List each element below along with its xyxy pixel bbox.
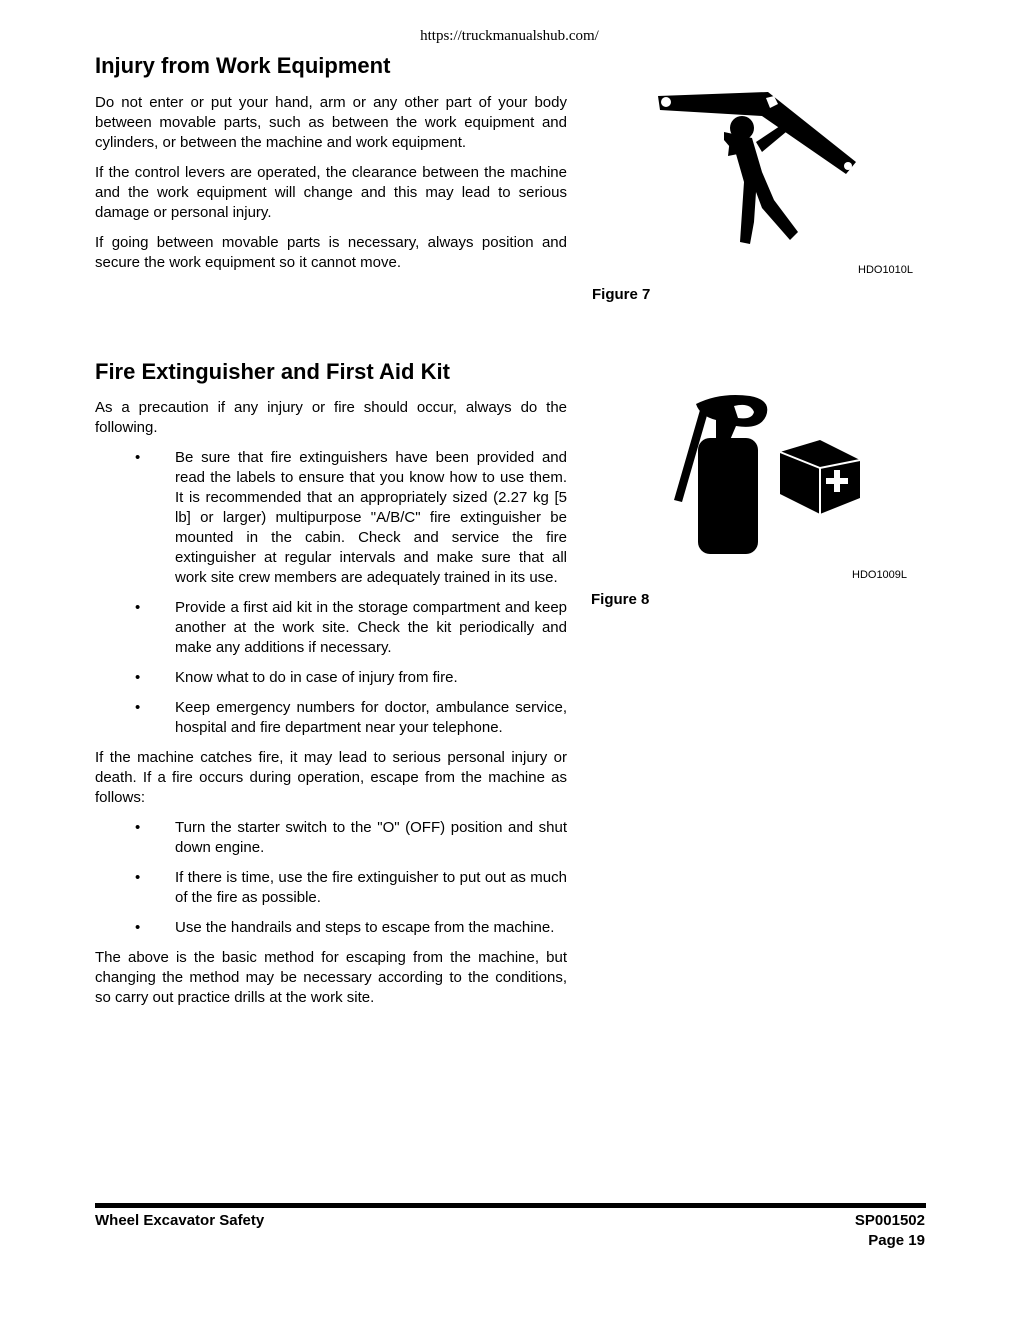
list-item: • Keep emergency numbers for doctor, ambulance service, hospital and fire department near your telephone. xyxy=(135,699,567,736)
list-item: • Be sure that fire extinguishers have been provided and read the labels to ensure that you know how to use them. It is recommended that an appropriately sized (2.27 kg [5 lb] or larger) multipurpose "A/B/C" fire extinguisher be mounted in the cabin. Check and service the fire extinguisher at regular intervals and make sure that all work site crew members are adequately trained in its use. xyxy=(135,449,567,586)
section2-body xyxy=(95,398,567,1018)
paragraph: If the machine catches fire, it may lead to serious personal injury or death. If a fire occurs during operation, escape from the machine as follows: xyxy=(95,749,567,806)
source-url: https://truckmanualshub.com/ xyxy=(420,28,599,44)
paragraph: The above is the basic method for escaping from the machine, but changing the method may be necessary according to the conditions, so carry out practice drills at the work site. xyxy=(95,949,567,1006)
figure7-code: HDO1010L xyxy=(858,264,914,276)
figure8-code: HDO1009L xyxy=(852,569,908,581)
section-title-fire-first-aid: Fire Extinguisher and First Aid Kit xyxy=(95,359,450,384)
footer-rule xyxy=(95,1203,926,1208)
footer-doc-id: SP001502 xyxy=(854,1212,925,1229)
paragraph: As a precaution if any injury or fire should occur, always do the following. xyxy=(95,399,567,436)
list-item: • Use the handrails and steps to escape from the machine. xyxy=(135,919,555,936)
list-item: • Turn the starter switch to the "O" (OFF) position and shut down engine. xyxy=(135,819,567,856)
figure7-caption: Figure 7 xyxy=(592,286,651,303)
crush-hazard-illustration xyxy=(650,82,870,252)
section1-body xyxy=(95,93,567,283)
paragraph: Do not enter or put your hand, arm or any other part of your body between movable parts, such as between the work equipment and cylinders, or between the machine and work equipment. xyxy=(95,94,567,151)
section-title-work-equipment: Injury from Work Equipment xyxy=(95,53,391,78)
list-item: • Provide a first aid kit in the storage compartment and keep another at the work site. Check the kit periodically and make any additions if necessary. xyxy=(135,599,567,656)
fire-extinguisher-first-aid-illustration xyxy=(660,390,870,560)
figure8-caption: Figure 8 xyxy=(591,591,650,608)
footer-title: Wheel Excavator Safety xyxy=(95,1212,265,1229)
list-item: • If there is time, use the fire extinguisher to put out as much of the fire as possible. xyxy=(135,869,567,906)
paragraph: If the control levers are operated, the clearance between the machine and the work equipment will change and this may lead to serious damage or personal injury. xyxy=(95,164,567,221)
paragraph: If going between movable parts is necessary, always position and secure the work equipment so it cannot move. xyxy=(95,234,567,271)
footer-page-number: Page 19 xyxy=(868,1232,925,1249)
list-item: • Know what to do in case of injury from fire. xyxy=(135,669,458,686)
